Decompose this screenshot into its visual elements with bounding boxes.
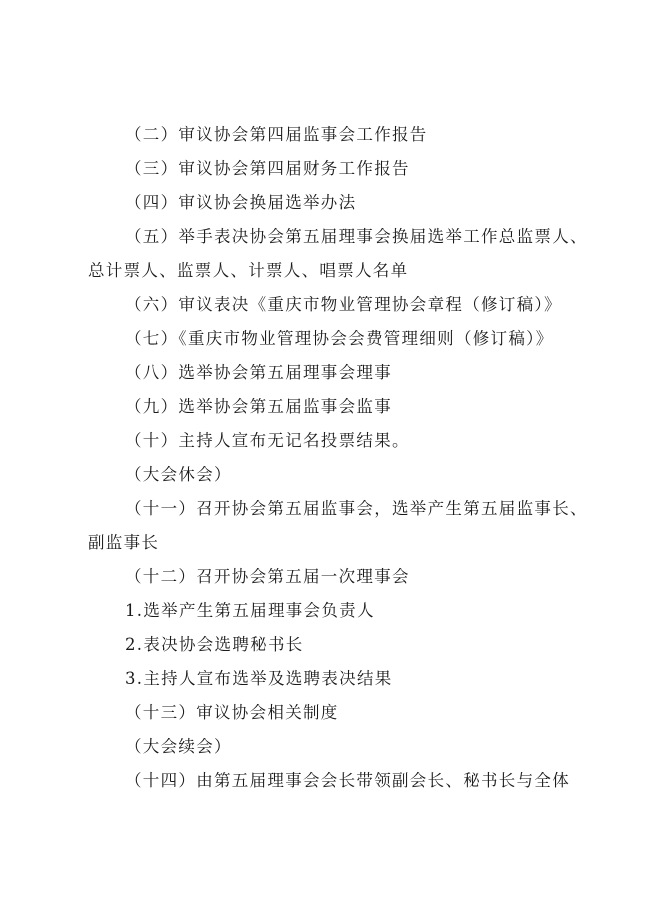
agenda-item-9: （九）选举协会第五届监事会监事 (125, 397, 392, 416)
agenda-item-3: （三）审议协会第四届财务工作报告 (125, 159, 410, 178)
agenda-item-10: （十）主持人宣布无记名投票结果。 (125, 431, 410, 450)
agenda-item-8: （八）选举协会第五届理事会理事 (125, 363, 392, 382)
agenda-subitem-3: 3.主持人宣布选举及选聘表决结果 (125, 669, 393, 688)
agenda-item-11-continued: 副监事长 (88, 533, 160, 552)
agenda-item-13: （十三）审议协会相关制度 (125, 703, 339, 722)
agenda-item-12: （十二）召开协会第五届一次理事会 (125, 567, 410, 586)
agenda-item-5: （五）举手表决协会第五届理事会换届选举工作总监票人、 (125, 227, 588, 246)
agenda-subitem-1: 1.选举产生第五届理事会负责人 (125, 601, 375, 620)
meeting-resume-note: （大会续会） (125, 737, 232, 756)
document-body (88, 118, 588, 798)
agenda-item-11: （十一）召开协会第五届监事会，选举产生第五届监事长、 (125, 499, 588, 518)
agenda-item-14: （十四）由第五届理事会会长带领副会长、秘书长与全体 (125, 771, 570, 790)
agenda-item-5-continued: 总计票人、监票人、计票人、唱票人名单 (88, 261, 409, 280)
agenda-item-7: （七）《重庆市物业管理协会会费管理细则（修订稿）》 (125, 329, 554, 348)
meeting-recess-note: （大会休会） (125, 465, 232, 484)
agenda-subitem-2: 2.表决协会选聘秘书长 (125, 635, 304, 654)
agenda-item-4: （四）审议协会换届选举办法 (125, 193, 357, 212)
agenda-item-6: （六）审议表决《重庆市物业管理协会章程（修订稿）》 (125, 295, 562, 314)
agenda-item-2: （二）审议协会第四届监事会工作报告 (125, 125, 428, 144)
